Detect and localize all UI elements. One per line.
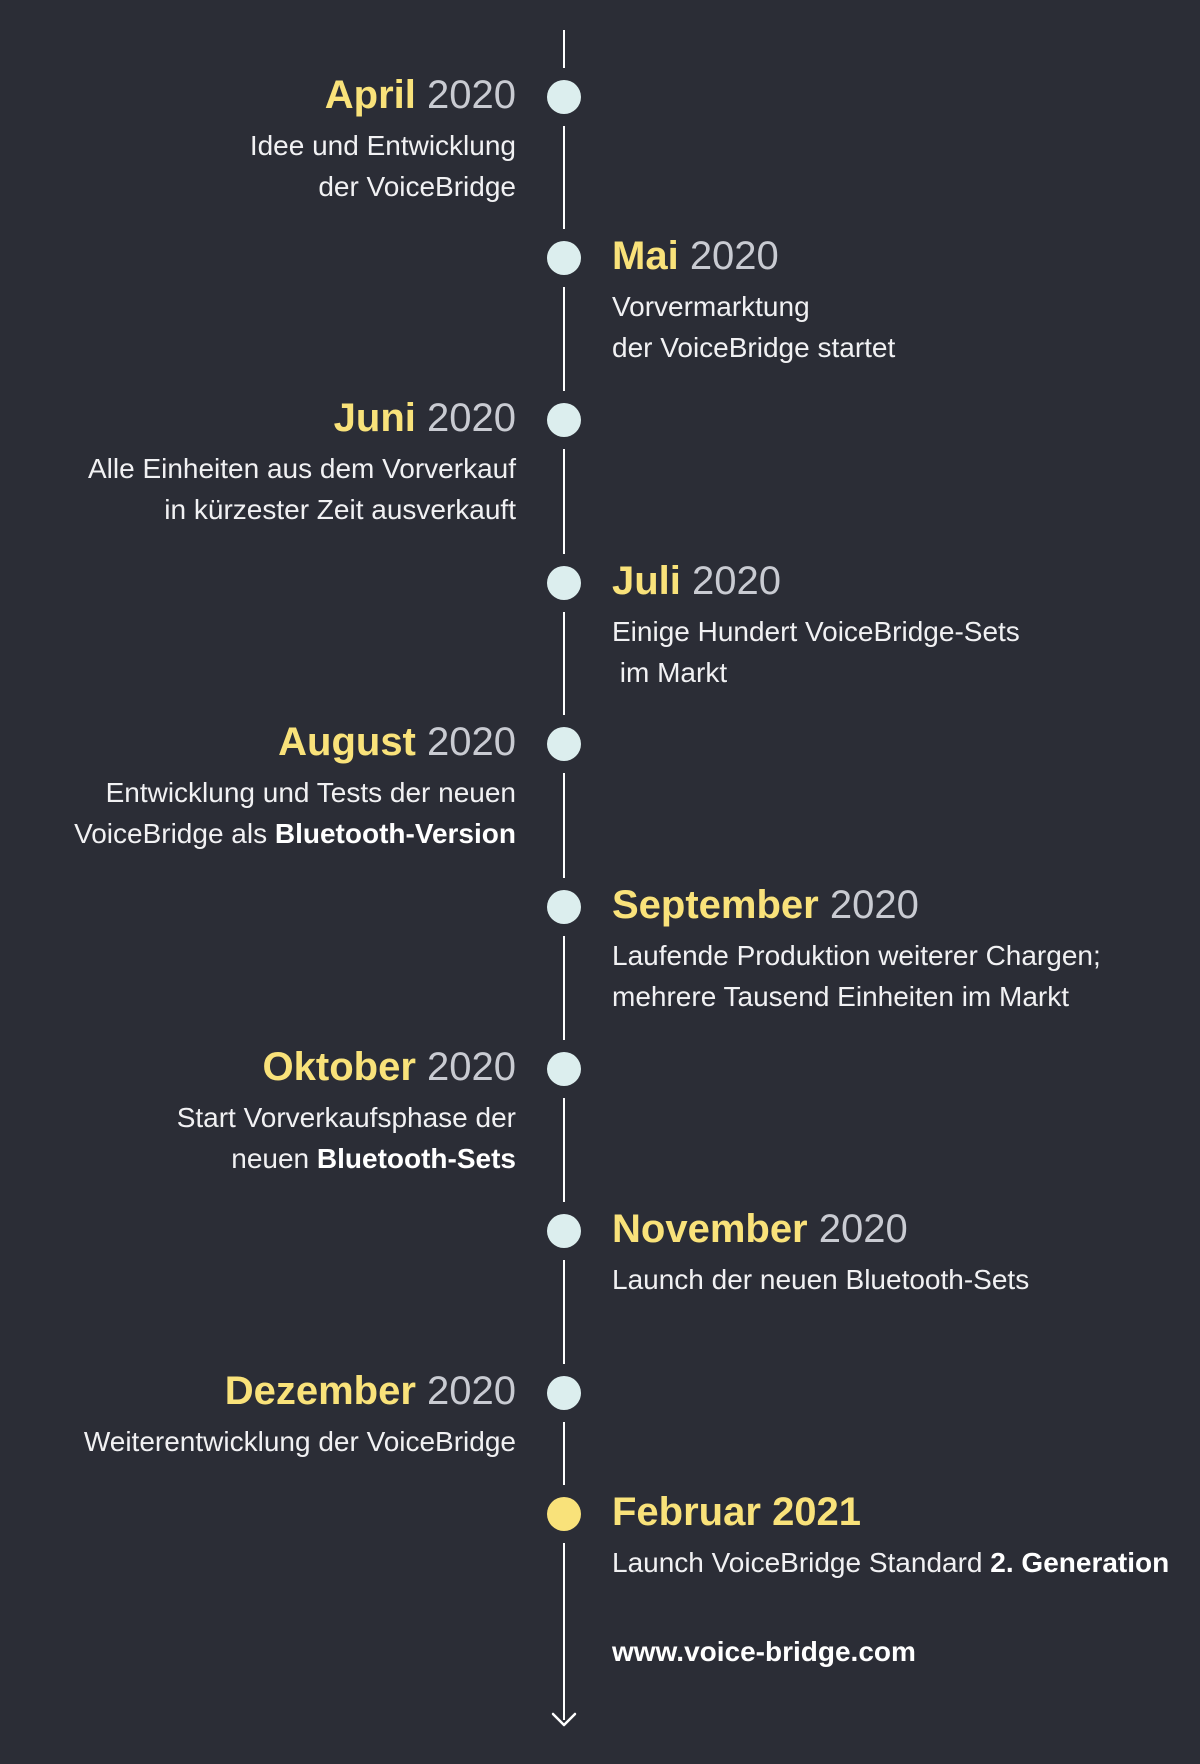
event-month: August bbox=[278, 720, 416, 764]
timeline-event bbox=[612, 557, 1172, 693]
timeline-event bbox=[612, 881, 1172, 1017]
milestone-dot-icon bbox=[547, 80, 581, 114]
milestone-dot-icon bbox=[547, 241, 581, 275]
event-year: 2020 bbox=[829, 883, 919, 927]
event-description bbox=[36, 125, 516, 207]
timeline-event bbox=[36, 394, 516, 530]
arrow-down-icon bbox=[550, 1708, 578, 1730]
description-line bbox=[612, 327, 1172, 368]
event-description bbox=[612, 935, 1172, 1017]
timeline-axis-segment bbox=[563, 287, 565, 391]
timeline-axis-segment bbox=[563, 612, 565, 715]
description-line bbox=[36, 1138, 516, 1179]
description-text: Launch der neuen Bluetooth-Sets bbox=[612, 1264, 1030, 1295]
timeline-axis-segment bbox=[563, 1543, 565, 1720]
description-line bbox=[36, 1421, 516, 1462]
description-line bbox=[36, 448, 516, 489]
description-line bbox=[612, 1542, 1172, 1583]
event-year: 2020 bbox=[427, 73, 516, 117]
event-heading bbox=[612, 881, 1172, 929]
timeline-axis-segment bbox=[563, 773, 565, 878]
description-text: neuen bbox=[231, 1143, 317, 1174]
event-month: Juli bbox=[612, 559, 681, 603]
description-line bbox=[612, 652, 1172, 693]
event-month: November bbox=[612, 1207, 808, 1251]
description-line bbox=[612, 611, 1172, 652]
event-year: 2020 bbox=[427, 720, 516, 764]
description-line bbox=[612, 286, 1172, 327]
event-month: September bbox=[612, 883, 819, 927]
description-text: mehrere Tausend Einheiten im Markt bbox=[612, 981, 1070, 1012]
event-month: Oktober bbox=[262, 1045, 416, 1089]
event-month: April bbox=[324, 73, 416, 117]
event-year: 2020 bbox=[427, 396, 516, 440]
description-text: der VoiceBridge bbox=[318, 171, 516, 202]
event-heading bbox=[36, 394, 516, 442]
event-description bbox=[612, 286, 1172, 368]
milestone-dot-icon bbox=[547, 727, 581, 761]
description-text: Entwicklung und Tests der neuen bbox=[105, 777, 516, 808]
website-link[interactable]: www.voice-bridge.com bbox=[612, 1636, 916, 1667]
description-text: Launch VoiceBridge Standard bbox=[612, 1547, 991, 1578]
description-line bbox=[36, 489, 516, 530]
event-description bbox=[612, 1259, 1172, 1300]
timeline-axis-segment bbox=[563, 1260, 565, 1364]
timeline-axis-segment bbox=[563, 449, 565, 554]
event-year: 2020 bbox=[427, 1369, 516, 1413]
description-text: der VoiceBridge startet bbox=[612, 332, 896, 363]
description-text: Einige Hundert VoiceBridge-Sets bbox=[612, 616, 1020, 647]
description-text: im Markt bbox=[612, 657, 728, 688]
timeline-axis-segment bbox=[563, 126, 565, 229]
milestone-dot-icon bbox=[547, 1376, 581, 1410]
description-line bbox=[612, 1259, 1172, 1300]
description-line bbox=[36, 1097, 516, 1138]
event-year: 2020 bbox=[818, 1207, 908, 1251]
description-text: Vorvermarktung bbox=[612, 291, 810, 322]
event-month: Mai bbox=[612, 234, 679, 278]
timeline-axis-segment bbox=[563, 1098, 565, 1202]
timeline-axis-segment bbox=[563, 936, 565, 1040]
event-month: Juni bbox=[333, 396, 416, 440]
event-heading bbox=[36, 718, 516, 766]
event-year: 2020 bbox=[689, 234, 779, 278]
description-text: Start Vorverkaufsphase der bbox=[176, 1102, 516, 1133]
timeline-axis-segment bbox=[563, 30, 565, 68]
event-description bbox=[36, 1097, 516, 1179]
event-description bbox=[36, 1421, 516, 1462]
description-text: in kürzester Zeit ausverkauft bbox=[164, 494, 516, 525]
description-line bbox=[36, 166, 516, 207]
description-text: VoiceBridge als bbox=[74, 818, 275, 849]
timeline-event bbox=[36, 1367, 516, 1462]
event-description bbox=[36, 448, 516, 530]
milestone-dot-icon bbox=[547, 1052, 581, 1086]
event-heading bbox=[36, 1043, 516, 1091]
timeline-axis-segment bbox=[563, 1422, 565, 1485]
milestone-dot-icon bbox=[547, 566, 581, 600]
description-line bbox=[36, 125, 516, 166]
event-month: Dezember bbox=[224, 1369, 416, 1413]
event-heading bbox=[36, 71, 516, 119]
description-text: Alle Einheiten aus dem Vorverkauf bbox=[87, 453, 516, 484]
description-emphasis: Bluetooth-Sets bbox=[316, 1143, 516, 1174]
event-heading bbox=[612, 1205, 1172, 1253]
description-emphasis: 2. Generation bbox=[990, 1547, 1170, 1578]
timeline-event bbox=[612, 1488, 1172, 1583]
description-emphasis: Bluetooth-Version bbox=[274, 818, 516, 849]
event-heading bbox=[612, 1488, 1172, 1536]
timeline-event bbox=[36, 718, 516, 854]
event-description bbox=[612, 1542, 1172, 1583]
milestone-dot-icon bbox=[547, 403, 581, 437]
milestone-dot-icon bbox=[547, 890, 581, 924]
event-description bbox=[612, 611, 1172, 693]
description-line bbox=[36, 813, 516, 854]
event-year: 2020 bbox=[427, 1045, 516, 1089]
event-month: Februar bbox=[612, 1490, 761, 1534]
event-heading bbox=[612, 557, 1172, 605]
timeline-event bbox=[612, 232, 1172, 368]
event-heading bbox=[612, 232, 1172, 280]
event-description bbox=[36, 772, 516, 854]
timeline-event bbox=[36, 71, 516, 207]
event-year: 2020 bbox=[692, 559, 782, 603]
description-text: Weiterentwicklung der VoiceBridge bbox=[83, 1426, 516, 1457]
timeline-event bbox=[36, 1043, 516, 1179]
timeline-event bbox=[612, 1205, 1172, 1300]
description-text: Laufende Produktion weiterer Chargen; bbox=[612, 940, 1101, 971]
event-heading bbox=[36, 1367, 516, 1415]
description-line bbox=[612, 935, 1172, 976]
description-line bbox=[612, 976, 1172, 1017]
milestone-dot-icon bbox=[547, 1497, 581, 1531]
description-line bbox=[36, 772, 516, 813]
description-text: Idee und Entwicklung bbox=[249, 130, 516, 161]
milestone-dot-icon bbox=[547, 1214, 581, 1248]
event-year: 2021 bbox=[772, 1490, 862, 1534]
